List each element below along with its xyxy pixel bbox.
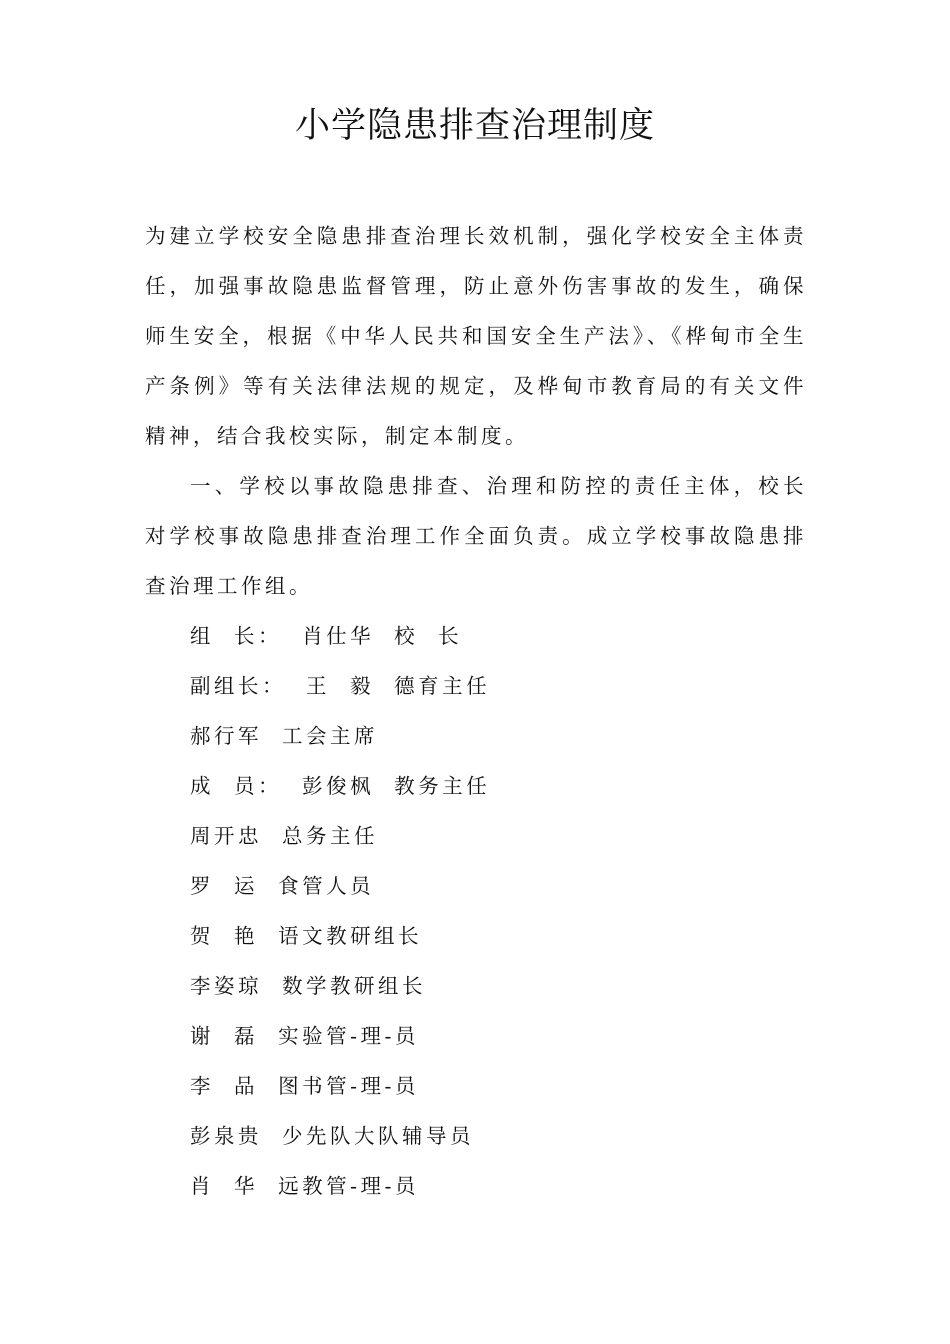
intro-paragraph: 为建立学校安全隐患排查治理长效机制，强化学校安全主体责任，加强事故隐患监督管理，防止意外伤害事故的发生，确保师生安全，根据《中华人民共和国安全生产法》、《桦甸市全生产条例》等有关法律法规的规定，及桦甸市教育局的有关文件精神，结合我校实际，制定本制度。 xyxy=(145,224,807,448)
member-line: 罗 运 食管人员 xyxy=(190,874,375,898)
member-line: 彭泉贵 少先队大队辅导员 xyxy=(190,1124,475,1148)
member-line: 肖 华 远教管-理-员 xyxy=(190,1174,419,1198)
member-line: 贺 艳 语文教研组长 xyxy=(190,924,423,948)
member-line: 成 员： 彭俊枫 教务主任 xyxy=(190,774,491,798)
document-body xyxy=(145,211,807,1211)
member-line: 周开忠 总务主任 xyxy=(190,824,379,848)
section-one-paragraph: 一、学校以事故隐患排查、治理和防控的责任主体，校长对学校事故隐患排查治理工作全面负责。成立学校事故隐患排查治理工作组。 xyxy=(145,474,807,598)
member-line: 李 品 图书管-理-员 xyxy=(190,1074,419,1098)
member-line: 郝行军 工会主席 xyxy=(190,724,379,748)
working-group-member-list xyxy=(145,611,807,1211)
member-line: 副组长： 王 毅 德育主任 xyxy=(190,674,491,698)
member-line: 谢 磊 实验管-理-员 xyxy=(190,1024,419,1048)
member-line: 李姿琼 数学教研组长 xyxy=(190,974,427,998)
document-title: 小学隐患排查治理制度 xyxy=(294,106,655,146)
member-line: 组 长： 肖仕华 校 长 xyxy=(190,624,463,648)
